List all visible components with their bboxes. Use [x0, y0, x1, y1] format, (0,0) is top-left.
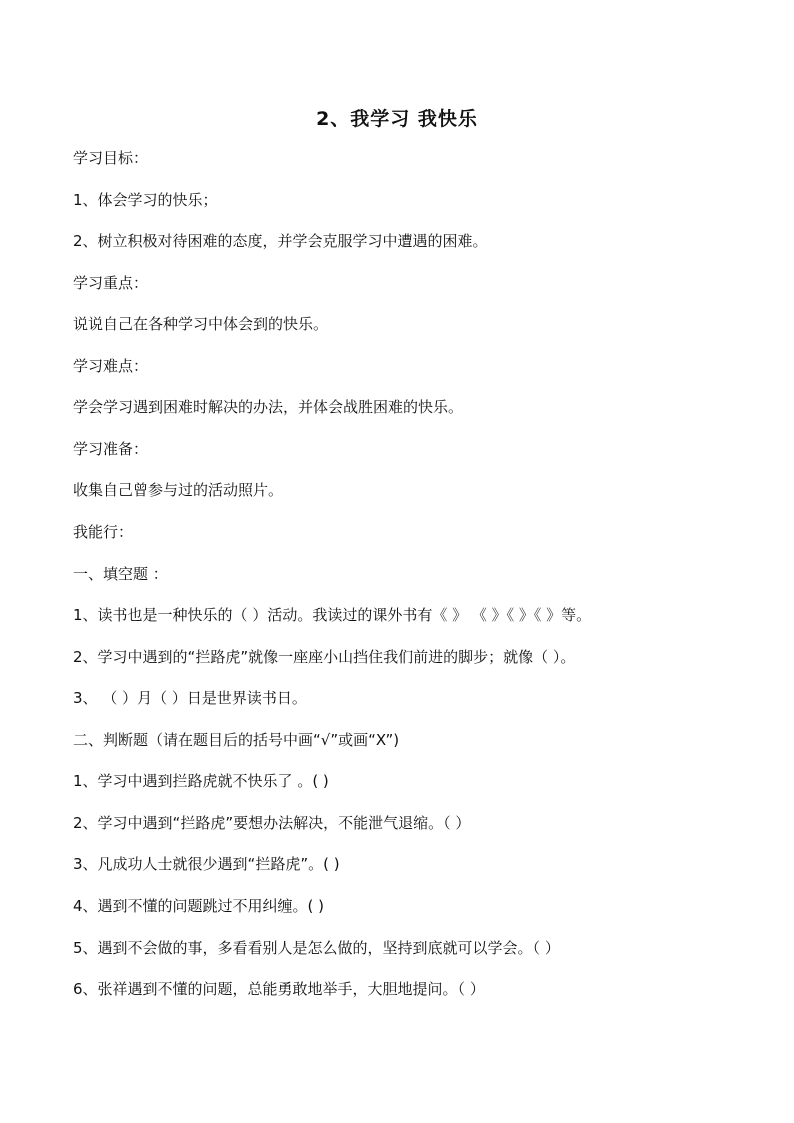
preparation-text: 收集自己曾参与过的活动照片。: [73, 481, 284, 499]
page-title: 2、我学习 我快乐: [316, 108, 478, 130]
goal-item-1: 1、体会学习的快乐；: [73, 191, 218, 209]
true-false-question-5: 5、遇到不会做的事，多看看别人是怎么做的，坚持到底就可以学会。（ ）: [73, 939, 560, 957]
goal-item-2: 2、树立积极对待困难的态度，并学会克服学习中遭遇的困难。: [73, 232, 488, 250]
fill-in-question-3: 3、 （ ）月（ ）日是世界读书日。: [73, 689, 307, 707]
true-false-question-4: 4、遇到不懂的问题跳过不用纠缠。( ): [73, 897, 325, 915]
section-heading-preparation: 学习准备：: [73, 440, 149, 458]
true-false-question-2: 2、学习中遇到“拦路虎”要想办法解决，不能泄气退缩。（ ）: [73, 814, 471, 832]
true-false-question-1: 1、学习中遇到拦路虎就不快乐了 。( ): [73, 772, 329, 790]
true-false-heading: 二、判断题（请在题目后的括号中画“√”或画“X”): [73, 731, 400, 749]
section-heading-i-can-do: 我能行：: [73, 523, 134, 541]
key-point-text: 说说自己在各种学习中体会到的快乐。: [73, 315, 329, 333]
section-heading-key-points: 学习重点：: [73, 274, 149, 292]
true-false-question-6: 6、张祥遇到不懂的问题，总能勇敢地举手，大胆地提问。（ ）: [73, 980, 485, 998]
difficulty-text: 学会学习遇到困难时解决的办法，并体会战胜困难的快乐。: [73, 398, 464, 416]
true-false-question-3: 3、凡成功人士就很少遇到“拦路虎”。( ): [73, 855, 340, 873]
fill-in-question-2: 2、学习中遇到的“拦路虎”就像一座座小山挡住我们前进的脚步；就像（ ）。: [73, 648, 576, 666]
fill-in-heading: 一、填空题 ：: [73, 565, 168, 583]
fill-in-question-1: 1、读书也是一种快乐的（ ）活动。我读过的课外书有《 》 《 》《 》《 》等。: [73, 606, 592, 624]
section-heading-learning-goals: 学习目标：: [73, 149, 149, 167]
section-heading-difficulties: 学习难点：: [73, 357, 149, 375]
